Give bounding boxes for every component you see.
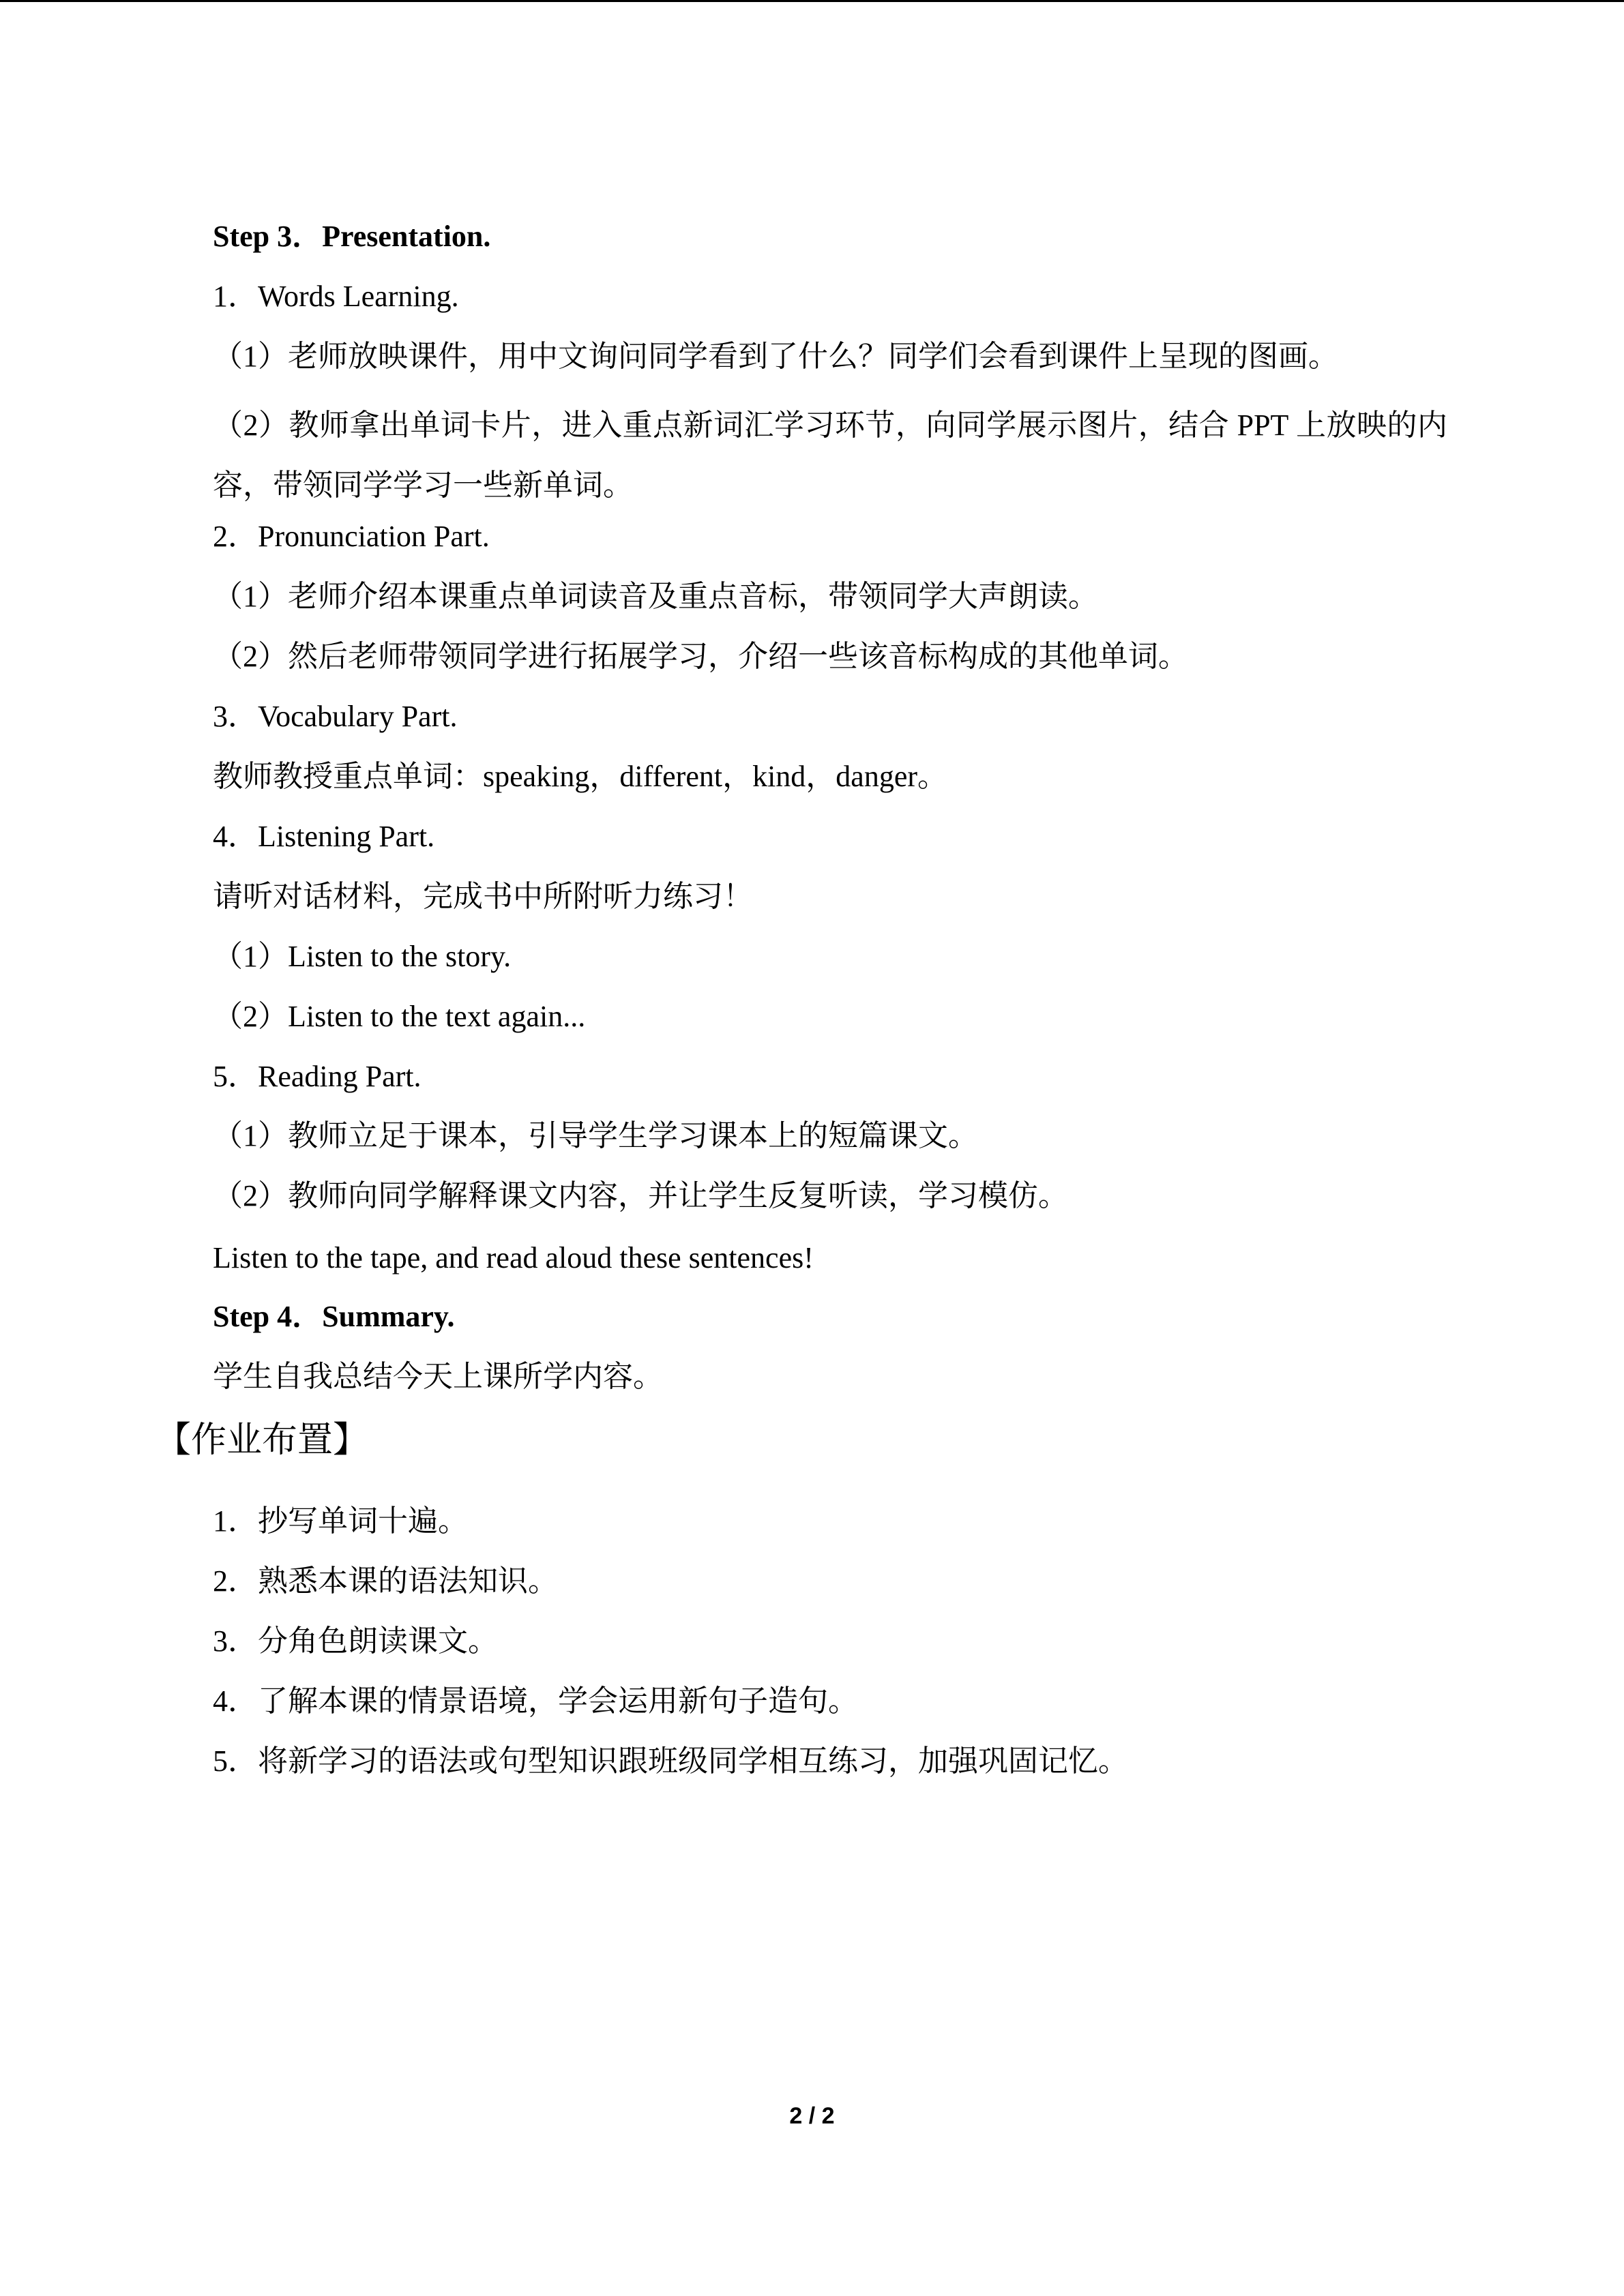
listening-instruction: 请听对话材料，完成书中所附听力练习！ <box>213 880 753 913</box>
reading-step-2: （2）教师向同学解释课文内容，并让学生反复听读，学习模仿。 <box>213 1179 1068 1212</box>
pronunciation-step-2: （2）然后老师带领同学进行拓展学习，介绍一些该音标构成的其他单词。 <box>213 640 1188 673</box>
pronunciation-title: 2．Pronunciation Part. <box>213 520 490 553</box>
top-border-line <box>0 0 1624 2</box>
homework-item: 2．熟悉本课的语法知识。 <box>213 1564 558 1598</box>
page-number: 2 / 2 <box>789 2103 835 2129</box>
listening-step-1: （1）Listen to the story. <box>213 940 512 973</box>
reading-instruction: Listen to the tape, and read aloud these sentences! <box>213 1241 814 1274</box>
homework-item: 3．分角色朗读课文。 <box>213 1624 498 1658</box>
vocabulary-title: 3．Vocabulary Part. <box>213 700 458 733</box>
homework-heading: 【作业布置】 <box>156 1420 369 1461</box>
words-learning-title: 1．Words Learning. <box>213 280 459 313</box>
words-learning-step-2: （2）教师拿出单词卡片，进入重点新词汇学习环节，向同学展示图片，结合 PPT 上放映的内容，带领同学学习一些新单词。 <box>213 408 1447 502</box>
reading-step-1: （1）教师立足于课本，引导学生学习课本上的短篇课文。 <box>213 1119 978 1152</box>
homework-item: 1．抄写单词十遍。 <box>213 1504 468 1538</box>
words-learning-step-1: （1）老师放映课件，用中文询问同学看到了什么？同学们会看到课件上呈现的图画。 <box>213 340 1338 373</box>
summary-text: 学生自我总结今天上课所学内容。 <box>213 1360 663 1393</box>
reading-title: 5．Reading Part. <box>213 1060 422 1093</box>
pronunciation-step-1: （1）老师介绍本课重点单词读音及重点音标，带领同学大声朗读。 <box>213 580 1098 613</box>
step4-heading: Step 4．Summary. <box>213 1300 455 1333</box>
step3-heading: Step 3．Presentation. <box>213 220 491 253</box>
homework-item: 4．了解本课的情景语境，学会运用新句子造句。 <box>213 1684 858 1718</box>
vocabulary-text: 教师教授重点单词：speaking，different，kind，danger。 <box>213 760 948 793</box>
homework-item: 5．将新学习的语法或句型知识跟班级同学相互练习，加强巩固记忆。 <box>213 1744 1128 1778</box>
listening-step-2: （2）Listen to the text again... <box>213 1000 586 1033</box>
listening-title: 4．Listening Part. <box>213 820 435 853</box>
